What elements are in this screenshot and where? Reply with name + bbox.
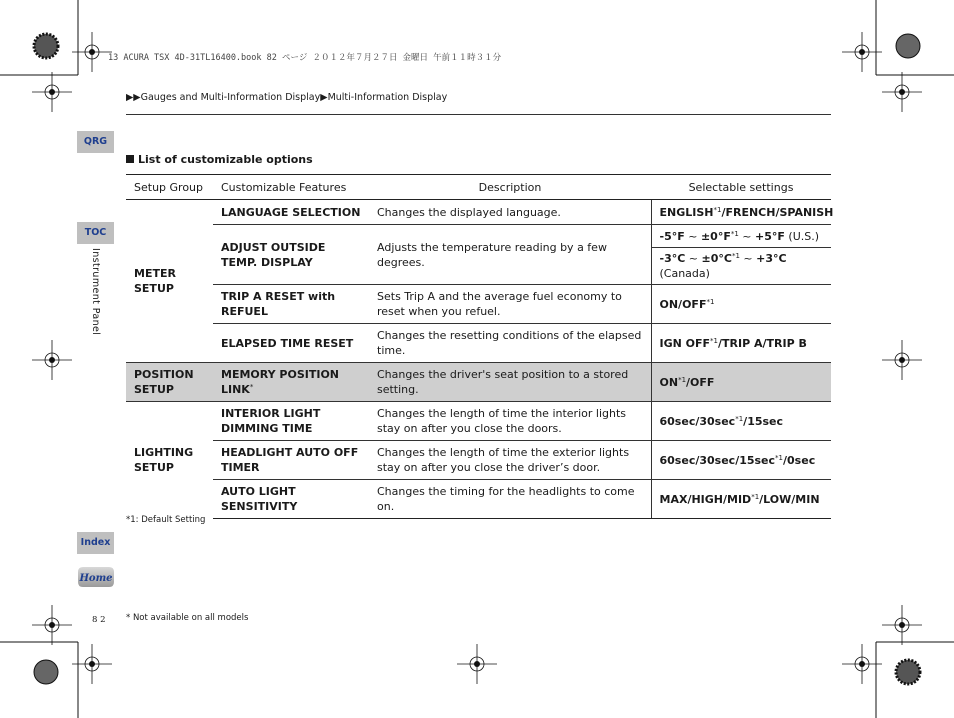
feature-memory-position: MEMORY POSITION LINK* xyxy=(213,363,369,402)
desc-elapsed-time: Changes the resetting conditions of the elapsed time. xyxy=(369,324,651,363)
page-number: 8 2 xyxy=(92,615,106,625)
table-row xyxy=(126,402,831,441)
section-title xyxy=(126,153,313,166)
group-lighting-setup: LIGHTING SETUP xyxy=(126,402,213,519)
setting-memory-position: ON$^{*1}$/OFF xyxy=(651,363,831,402)
customizable-options-table xyxy=(126,174,834,519)
setting-interior-light: $60\sec/30\sec^{*1}/15\sec$ xyxy=(651,402,831,441)
table-header-row xyxy=(126,175,831,200)
desc-language: Changes the displayed language. xyxy=(377,205,561,219)
table-row xyxy=(126,480,831,519)
desc-trip-a: Sets Trip A and the average fuel economy to reset when you refuel. xyxy=(369,285,651,324)
group-position-setup: POSITION SETUP xyxy=(126,363,213,402)
setting-language: ENGLISH$^{*1}$/FRENCH/SPANISH xyxy=(651,200,831,225)
header-divider xyxy=(126,114,831,115)
header-features: Customizable Features xyxy=(213,175,369,200)
setting-outside-temp-us: -5°F ~ $\pm 0^\circ F^{*1}$ ~ +5°F (U.S.) xyxy=(651,225,831,248)
toc-button[interactable]: TOC xyxy=(77,222,114,244)
print-job-header: 13 ACURA TSX 4D-31TL16400.book 82 ページ ２０１２年７月２７日 金曜日 午前１１時３１分 xyxy=(108,53,502,63)
breadcrumb-current[interactable]: Multi-Information Display xyxy=(327,92,448,103)
group-meter-setup: METER SETUP xyxy=(134,267,176,295)
qrg-button[interactable]: QRG xyxy=(77,131,114,153)
header-setup-group: Setup Group xyxy=(126,175,213,200)
setting-outside-temp-canada: -3°C ~ $\pm 0^\circ C^{*1}$ ~ +3°C (Canada) xyxy=(651,248,831,285)
home-button[interactable] xyxy=(77,566,115,588)
feature-outside-temp: ADJUST OUTSIDE TEMP. DISPLAY xyxy=(213,225,369,285)
table-row xyxy=(126,324,831,363)
home-button-label: Home xyxy=(79,573,113,584)
index-button[interactable]: Index xyxy=(77,532,114,554)
table-row xyxy=(126,200,831,225)
breadcrumb-separator: ▶ xyxy=(320,92,328,103)
section-side-label: Instrument Panel xyxy=(90,248,101,336)
default-setting-footnote: *1: Default Setting xyxy=(126,515,206,525)
setting-trip-a: ON/OFF$^{*1}$ xyxy=(651,285,831,324)
square-bullet-icon xyxy=(126,155,134,163)
setting-headlight-timer: $60\sec/30\sec/15\sec^{*1}/0\sec$ xyxy=(651,441,831,480)
table-row xyxy=(126,363,831,402)
desc-outside-temp: Adjusts the temperature reading by a few degrees. xyxy=(369,225,651,285)
breadcrumb-arrows: ▶▶ xyxy=(126,92,141,103)
header-description: Description xyxy=(369,175,651,200)
feature-headlight-timer: HEADLIGHT AUTO OFF TIMER xyxy=(213,441,369,480)
feature-trip-a: TRIP A RESET with REFUEL xyxy=(213,285,369,324)
section-title-text: List of customizable options xyxy=(138,153,313,166)
desc-headlight-timer: Changes the length of time the exterior lights stay on after you close the driver’s door. xyxy=(369,441,651,480)
desc-auto-light: Changes the timing for the headlights to come on. xyxy=(369,480,651,519)
breadcrumb xyxy=(126,92,447,103)
feature-language: LANGUAGE SELECTION xyxy=(221,205,361,219)
desc-interior-light: Changes the length of time the interior lights stay on after you close the doors. xyxy=(369,402,651,441)
desc-memory-position: Changes the driver's seat position to a stored setting. xyxy=(369,363,651,402)
table-row xyxy=(126,441,831,480)
feature-interior-light: INTERIOR LIGHT DIMMING TIME xyxy=(213,402,369,441)
feature-elapsed-time: ELAPSED TIME RESET xyxy=(213,324,369,363)
availability-note: * Not available on all models xyxy=(126,613,249,623)
feature-auto-light: AUTO LIGHT SENSITIVITY xyxy=(213,480,369,519)
setting-elapsed-time: IGN OFF$^{*1}$/TRIP A/TRIP B xyxy=(651,324,831,363)
table-row xyxy=(126,225,831,248)
setting-auto-light: MAX/HIGH/MID$^{*1}$/LOW/MIN xyxy=(651,480,831,519)
header-settings: Selectable settings xyxy=(651,175,831,200)
table-row xyxy=(126,285,831,324)
breadcrumb-parent-link[interactable]: Gauges and Multi-Information Display xyxy=(140,92,321,103)
